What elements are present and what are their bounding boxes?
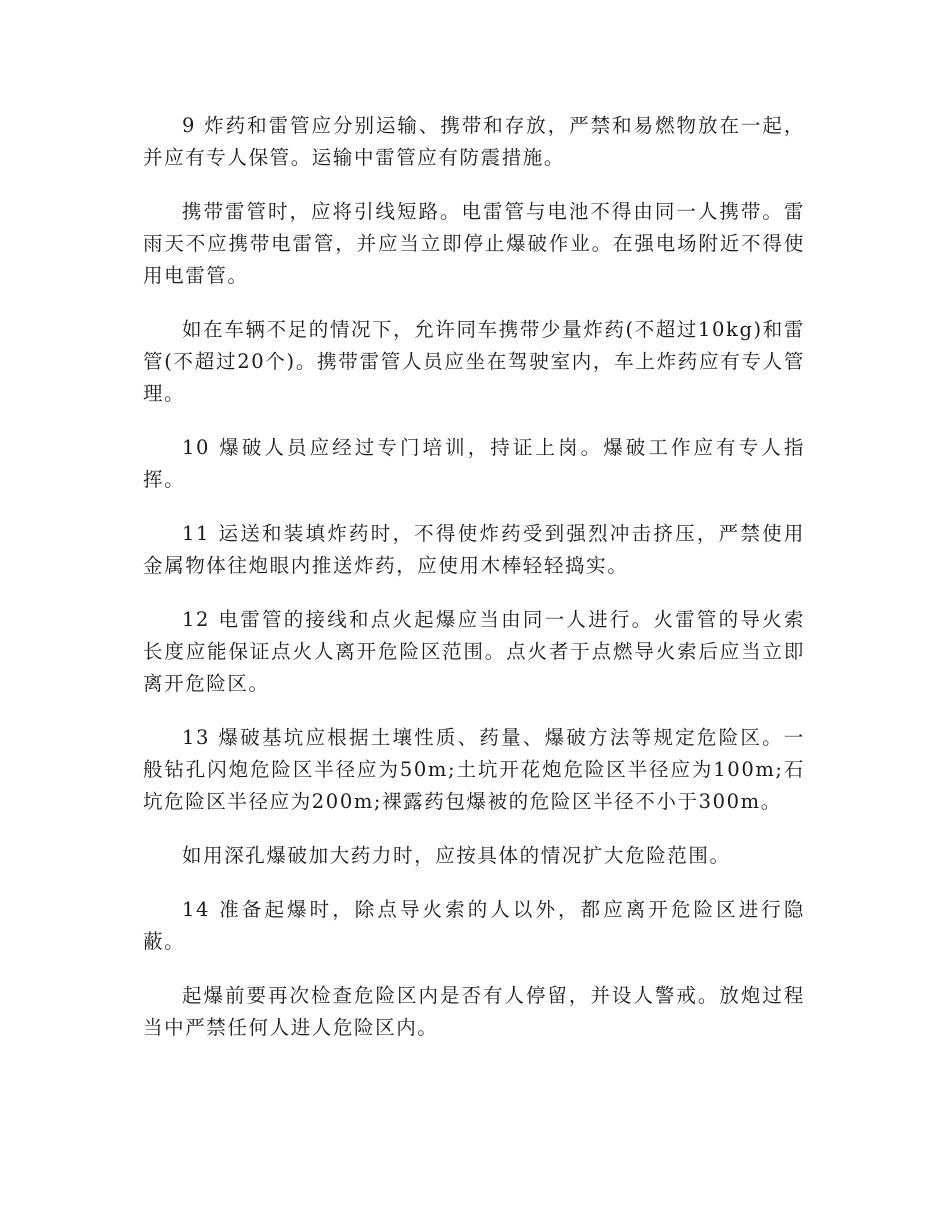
paragraph-deep-hole: 如用深孔爆破加大药力时，应按具体的情况扩大危险范围。 bbox=[182, 844, 731, 867]
paragraph-13: 13 爆破基坑应根据土壤性质、药量、爆破方法等规定危险区。一般钻孔闪炮危险区半径应为50m;土坑开花炮危险区半径应为100m;石坑危险区半径应为200m;裸露药包爆被的危险区半径不小于300m。 bbox=[143, 726, 805, 813]
paragraph-11: 11 运送和装填炸药时，不得使炸药受到强烈冲击挤压，严禁使用金属物体往炮眼内推送炸药，应使用木棒轻轻捣实。 bbox=[143, 522, 805, 577]
paragraph-vehicle-shortage: 如在车辆不足的情况下，允许同车携带少量炸药(不超过10kg)和雷管(不超过20个)。携带雷管人员应坐在驾驶室内，车上炸药应有专人管理。 bbox=[143, 318, 805, 405]
paragraph-detonator-carry: 携带雷管时，应将引线短路。电雷管与电池不得由同一人携带。雷雨天不应携带电雷管，并应当立即停止爆破作业。在强电场附近不得使用电雷管。 bbox=[143, 200, 805, 287]
paragraph-10: 10 爆破人员应经过专门培训，持证上岗。爆破工作应有专人指挥。 bbox=[143, 436, 805, 491]
paragraph-12: 12 电雷管的接线和点火起爆应当由同一人进行。火雷管的导火索长度应能保证点火人离开危险区范围。点火者于点燃导火索后应当立即离开危险区。 bbox=[143, 608, 805, 695]
paragraph-pre-detonation-check: 起爆前要再次检查危险区内是否有人停留，并设人警戒。放炮过程当中严禁任何人进人危险区内。 bbox=[143, 984, 805, 1039]
paragraph-9: 9 炸药和雷管应分别运输、携带和存放，严禁和易燃物放在一起，并应有专人保管。运输中雷管应有防震措施。 bbox=[143, 114, 805, 169]
paragraph-14: 14 准备起爆时，除点导火索的人以外，都应离开危险区进行隐蔽。 bbox=[143, 898, 805, 953]
document-body bbox=[143, 110, 805, 1066]
